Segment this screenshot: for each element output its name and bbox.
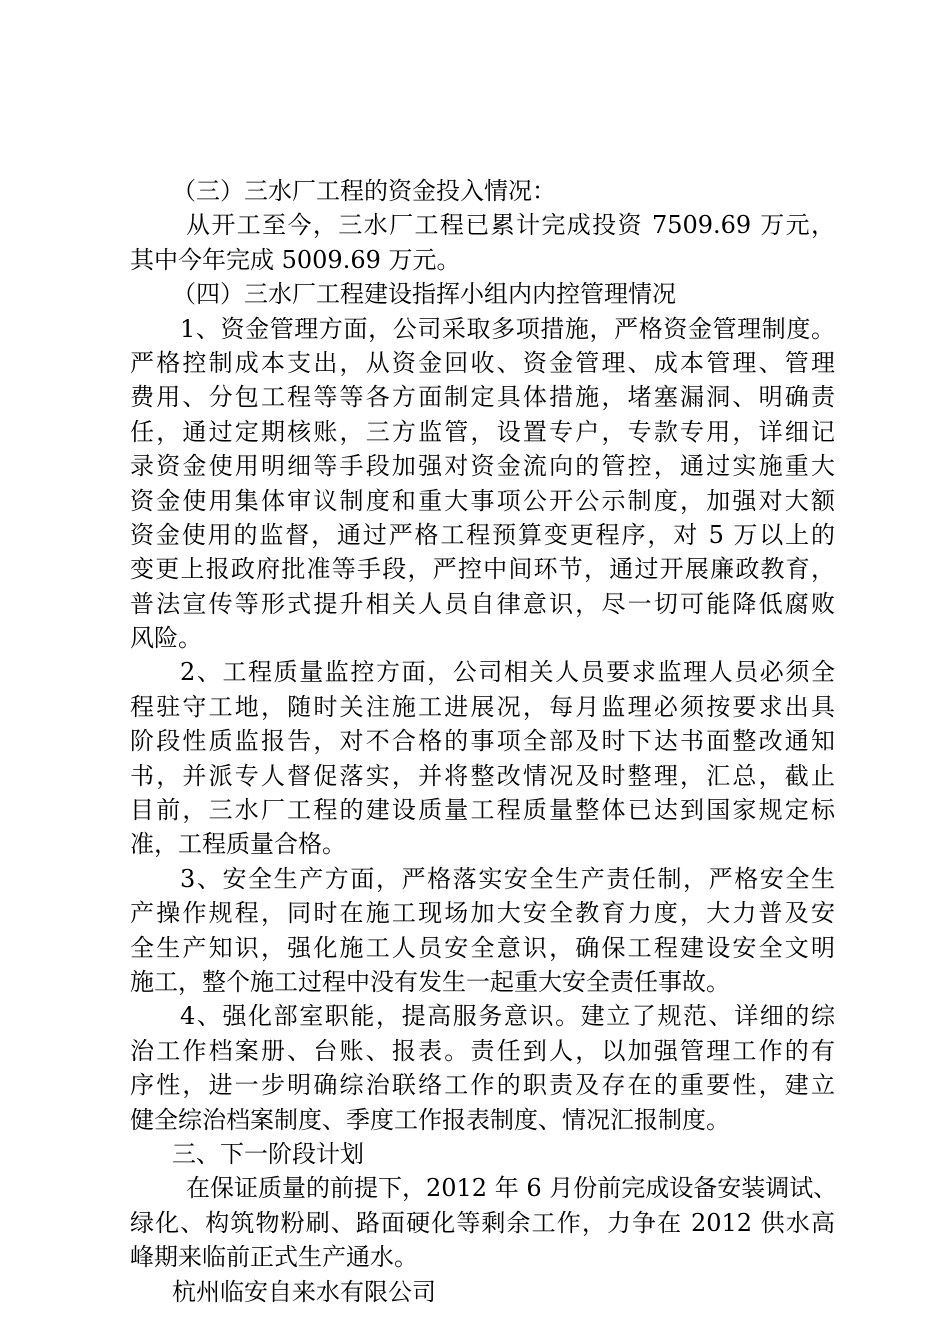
section-heading: （三）三水厂工程的资金投入情况： (172, 177, 556, 205)
paragraph-line: 变更上报政府批准等手段，严控中间环节，通过开展廉政教育， (130, 555, 835, 584)
paragraph-line: 1、资金管理方面，公司采取多项措施，严格资金管理制度。 (180, 314, 835, 343)
paragraph-line: 资金使用集体审议制度和重大事项公开公示制度，加强对大额 (130, 486, 835, 515)
section-heading: （四）三水厂工程建设指挥小组内内控管理情况 (172, 280, 676, 309)
paragraph-line: 4、强化部室职能，提高服务意识。建立了规范、详细的综 (180, 1002, 835, 1031)
paragraph-line: 普法宣传等形式提升相关人员自律意识，尽一切可能降低腐败 (130, 589, 835, 618)
paragraph-line: 2、工程质量监控方面，公司相关人员要求监理人员必须全 (180, 658, 835, 687)
paragraph-line: 健全综治档案制度、季度工作报表制度、情况汇报制度。 (130, 1105, 730, 1134)
section-heading: 三、下一阶段计划 (172, 1139, 364, 1168)
paragraph-line: 治工作档案册、台账、报表。责任到人，以加强管理工作的有 (130, 1036, 835, 1065)
paragraph-line: 费用、分包工程等等各方面制定具体措施，堵塞漏洞、明确责 (130, 383, 835, 412)
paragraph-line: 序性，进一步明确综治联络工作的职责及存在的重要性，建立 (130, 1071, 835, 1100)
paragraph-line: 3、安全生产方面，严格落实安全生产责任制，严格安全生 (180, 864, 835, 893)
paragraph-line: 产操作规程，同时在施工现场加大安全教育力度，大力普及安 (130, 899, 835, 928)
paragraph-line: 风险。 (130, 624, 202, 653)
paragraph-line: 全生产知识，强化施工人员安全意识，确保工程建设安全文明 (130, 933, 835, 962)
paragraph-line: 施工，整个施工过程中没有发生一起重大安全责任事故。 (130, 967, 730, 996)
paragraph-line: 目前，三水厂工程的建设质量工程质量整体已达到国家规定标 (130, 796, 835, 825)
paragraph-line: 程驻守工地，随时关注施工进展况，每月监理必须按要求出具 (130, 692, 835, 721)
paragraph-line: 严格控制成本支出，从资金回收、资金管理、成本管理、管理 (130, 348, 835, 377)
paragraph-line: 在保证质量的前提下，2012 年 6 月份前完成设备安装调试、 (186, 1174, 838, 1203)
paragraph-line: 准，工程质量合格。 (130, 830, 346, 859)
paragraph-line: 绿化、构筑物粉刷、路面硬化等剩余工作，力争在 2012 供水高 (130, 1208, 835, 1237)
paragraph-line: 任，通过定期核账，三方监管，设置专户，专款专用，详细记 (130, 417, 835, 446)
paragraph-line: 资金使用的监督，通过严格工程预算变更程序，对 5 万以上的 (130, 520, 835, 549)
paragraph-line: 从开工至今，三水厂工程已累计完成投资 7509.69 万元， (186, 211, 835, 240)
document-body (130, 174, 838, 1309)
paragraph-line: 其中今年完成 5009.69 万元。 (130, 245, 461, 274)
paragraph-line: 阶段性质监报告，对不合格的事项全部及时下达书面整改通知 (130, 727, 835, 756)
paragraph-line: 书，并派专人督促落实，并将整改情况及时整理，汇总，截止 (130, 761, 835, 790)
paragraph-line: 峰期来临前正式生产通水。 (130, 1243, 418, 1272)
paragraph-line: 录资金使用明细等手段加强对资金流向的管控，通过实施重大 (130, 452, 835, 481)
company-signature: 杭州临安自来水有限公司 (172, 1277, 436, 1306)
